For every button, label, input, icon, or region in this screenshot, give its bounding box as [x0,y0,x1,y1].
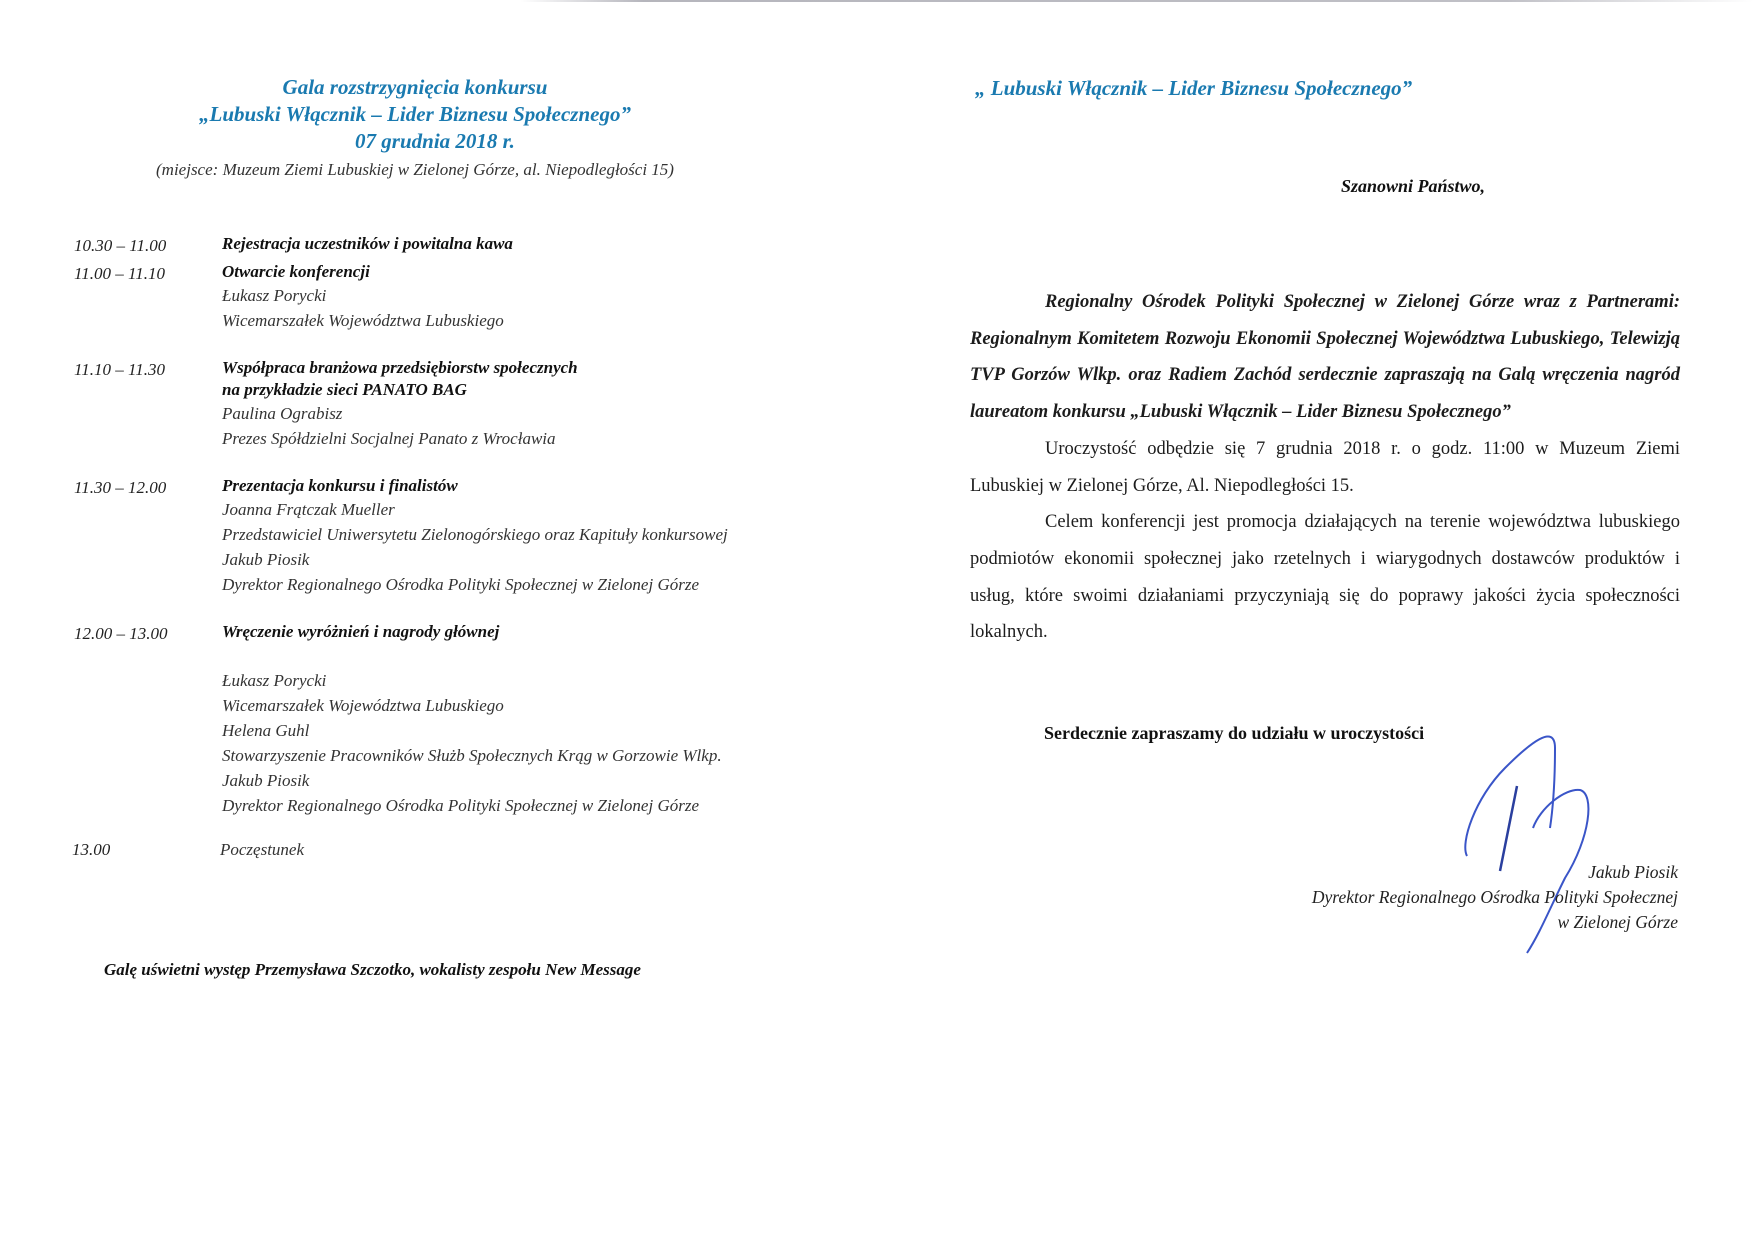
greeting: Szanowni Państwo, [1341,176,1486,196]
scan-edge [520,0,1753,2]
agenda-item [74,261,786,333]
speaker-name: Łukasz Porycki [222,286,327,305]
agenda-time: 11.30 – 12.00 [74,478,167,497]
agenda-item [74,233,786,258]
agenda-time: 10.30 – 11.00 [74,236,167,255]
speaker-role: Wicemarszałek Województwa Lubuskiego [222,311,504,330]
speaker-role: Przedstawiciel Uniwersytetu Zielonogórskiego oraz Kapituły konkursowej [222,525,728,544]
speaker-role: Prezes Spółdzielni Socjalnej Panato z Wrocławia [222,429,556,448]
speaker-role: Stowarzyszenie Pracowników Służb Społecznych Krąg w Gorzowie Wlkp. [222,746,722,765]
agenda-plain: Poczęstunek [220,840,305,859]
agenda-item [74,357,786,451]
invitation-paragraph: Regionalny Ośrodek Polityki Społecznej w Zielonej Górze wraz z Partnerami: Regionalnym Komitetem Rozwoju Ekonomii Społecznej Województwa Lubuskiego, Telewizją TVP Gorzów Wlkp. oraz Radiem Zachód serdecznie zapraszają na Galą wręczenia nagród laureatom konkursu „Lubuski Włącznik – Lider Biznesu Społecznego” [970,292,1680,423]
event-details-paragraph: Uroczystość odbędzie się 7 grudnia 2018 r. o godz. 11:00 w Muzeum Ziemi Lubuskiej w Zielonej Górze, Al. Niepodległości 15. [970,438,1680,496]
agenda-item [74,837,786,862]
agenda-time: 12.00 – 13.00 [74,624,168,643]
agenda-time: 11.10 – 11.30 [74,360,165,379]
agenda-time: 13.00 [72,840,111,859]
venue: (miejsce: Muzeum Ziemi Lubuskiej w Zielonej Górze, al. Niepodległości 15) [156,160,674,179]
letter-title: „ Lubuski Włącznik – Lider Biznesu Społecznego” [975,76,1413,100]
agenda-list [74,233,786,881]
agenda-title: Wręczenie wyróżnień i nagrody głównej [222,622,500,641]
heading-line-2: „Lubuski Włącznik – Lider Biznesu Społecznego” [199,102,631,126]
signature-block [1312,860,1678,935]
signatory-location: w Zielonej Górze [1557,912,1678,932]
agenda-time: 11.00 – 11.10 [74,264,165,283]
agenda-title: Otwarcie konferencji [222,262,370,281]
heading-date: 07 grudnia 2018 r. [355,129,515,153]
agenda-title: Prezentacja konkursu i finalistów [222,476,458,495]
speaker-role: Dyrektor Regionalnego Ośrodka Polityki Społecznej w Zielonej Górze [222,796,700,815]
signatory-name: Jakub Piosik [1588,862,1678,882]
speaker-name: Jakub Piosik [222,550,310,569]
speaker-name: Joanna Frątczak Mueller [222,500,395,519]
performance-note: Galę uświetni występ Przemysława Szczotko, wokalisty zespołu New Message [104,960,641,979]
agenda-title: Współpraca branżowa przedsiębiorstw społecznych [222,358,578,377]
speaker-name: Łukasz Porycki [222,671,327,690]
purpose-paragraph: Celem konferencji jest promocja działających na terenie województwa lubuskiego podmiotów ekonomii społecznej jako rzetelnych i wiarygodnych dostawców produktów i usług, które swoimi działaniami przyczyniają się do poprawy jakości życia społeczności lokalnych. [970,512,1680,643]
speaker-name: Helena Guhl [222,721,310,740]
agenda-item [74,621,786,818]
speaker-role: Wicemarszałek Województwa Lubuskiego [222,696,504,715]
letter-body [970,284,1680,651]
speaker-role: Dyrektor Regionalnego Ośrodka Polityki Społecznej w Zielonej Górze [222,575,700,594]
speaker-name: Paulina Ograbisz [222,404,343,423]
closing-line: Serdecznie zapraszamy do udziału w uroczystości [1044,723,1425,743]
agenda-title-cont: na przykładzie sieci PANATO BAG [222,380,467,399]
agenda-title: Rejestracja uczestników i powitalna kawa [222,234,513,253]
agenda-item [74,475,786,597]
heading-line-1: Gala rozstrzygnięcia konkursu [282,75,548,99]
speaker-name: Jakub Piosik [222,771,310,790]
agenda-heading [100,74,730,183]
signatory-title: Dyrektor Regionalnego Ośrodka Polityki Społecznej [1311,887,1678,907]
